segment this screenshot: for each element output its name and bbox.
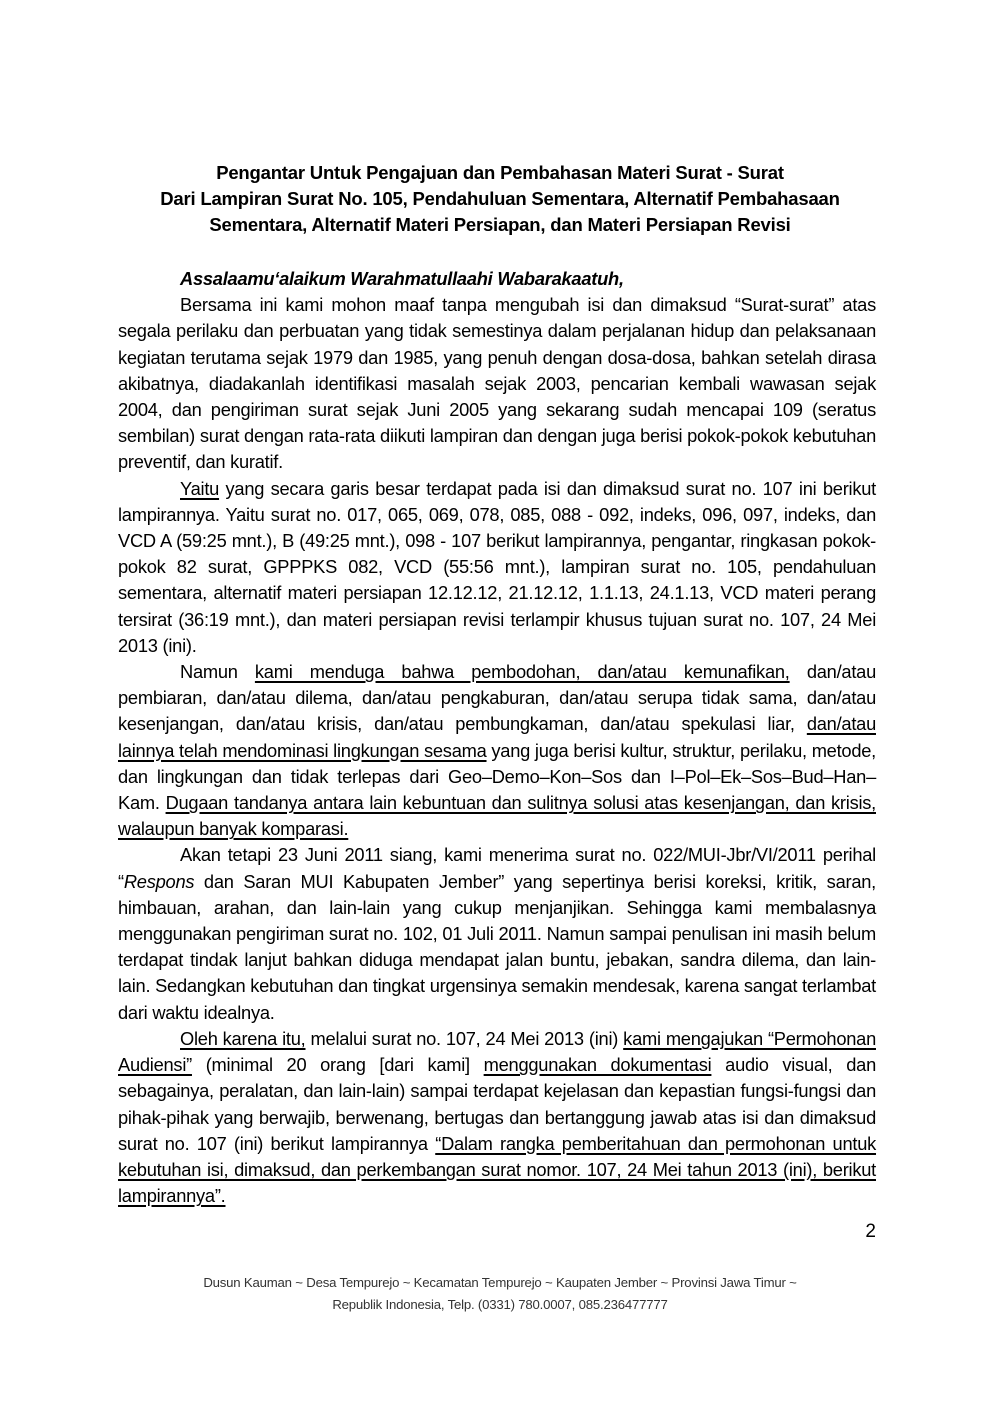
document-body	[118, 266, 876, 1209]
text-segment: audio visual, dan sebagainya, peralatan, dan lain-lain) sampai terdapat kejelasan dan kepastian fungsi-fungsi dan pihak-pihak yang berwajib, berwenang, bertugas dan bertanggung jawab atas isi dan dimaksud surat no. 107 (ini) berikut lampirannya	[118, 1054, 876, 1154]
title-line: Pengantar Untuk Pengajuan dan Pembahasan Materi Surat - Surat	[216, 162, 784, 183]
text-segment: dan/atau pembiaran, dan/atau dilema, dan/atau pengkaburan, dan/atau serupa tidak sama, dan/atau kesenjangan, dan/atau krisis, dan/atau pembungkaman, dan/atau spekulasi liar,	[118, 661, 876, 735]
paragraph	[118, 842, 876, 1025]
underlined-text: “Dalam rangka pemberitahuan dan permohonan untuk kebutuhan isi, dimaksud, dan perkembangan surat nomor. 107, 24 Mei tahun 2013 (ini), berikut lampirannya”.	[118, 1132, 877, 1207]
text-segment: Bersama ini kami mohon maaf tanpa mengubah isi dan dimaksud “Surat-surat” atas segala perilaku dan perbuatan yang tidak semestinya dalam perjalanan hidup dan pelaksanaan kegiatan terutama sejak 1979 dan 1985, yang penuh dengan dosa-dosa, bahkan setelah dirasa akibatnya, diadakanlah identifikasi masalah sejak 2003, pencarian kembali wawasan sejak 2004, dan pengiriman surat sejak Juni 2005 yang sekarang sudah mencapai 109 (seratus sembilan) surat dengan rata-rata diikuti lampiran dan dengan juga berisi pokok-pokok kebutuhan preventif, dan kuratif.	[118, 294, 876, 473]
page-number: 2	[865, 1221, 876, 1242]
text-segment: yang secara garis besar terdapat pada isi dan dimaksud surat no. 107 ini berikut lampirannya. Yaitu surat no. 017, 065, 069, 078, 085, 088 - 092, indeks, 096, 097, indeks, dan VCD A (59:25 mnt.), B (49:25 mnt.), 098 - 107 berikut lampirannya, pengantar, ringkasan pokok-pokok 82 surat, GPPPKS 082, VCD (55:56 mnt.), lampiran surat no. 105, pendahuluan sementara, alternatif materi persiapan 12.12.12, 21.12.12, 1.1.13, 24.1.13, VCD materi perang tersirat (36:19 mnt.), dan materi persiapan revisi terlampir khusus tujuan surat no. 107, 24 Mei 2013 (ini).	[118, 477, 876, 656]
paragraph	[118, 659, 876, 842]
underlined-text: dan/atau lainnya telah mendominasi lingkungan sesama	[118, 713, 876, 761]
paragraph	[118, 476, 876, 659]
title-line: Sementara, Alternatif Materi Persiapan, dan Materi Persiapan Revisi	[209, 214, 791, 235]
paragraph	[118, 1026, 876, 1209]
footer-line: Republik Indonesia, Telp. (0331) 780.0007, 085.236477777	[332, 1297, 668, 1312]
text-segment: melalui surat no. 107, 24 Mei 2013 (ini)	[305, 1027, 624, 1049]
text-segment: yang juga berisi kultur, struktur, perilaku, metode, dan lingkungan dan tidak terlepas dari Geo–Demo–Kon–Sos dan I–Pol–Ek–Sos–Bud–Han–Kam.	[118, 739, 876, 814]
title-line: Dari Lampiran Surat No. 105, Pendahuluan Sementara, Alternatif Pembahasaan	[160, 188, 840, 209]
document-title	[110, 160, 890, 238]
text-segment: Namun	[180, 661, 255, 683]
paragraph	[118, 292, 876, 475]
footer-address	[110, 1272, 890, 1316]
underlined-text: Yaitu	[180, 477, 220, 499]
footer-line: Dusun Kauman ~ Desa Tempurejo ~ Kecamatan Tempurejo ~ Kaupaten Jember ~ Provinsi Jawa Timur ~	[203, 1275, 797, 1290]
underlined-text: Dugaan tandanya antara lain kebuntuan dan sulitnya solusi atas kesenjangan, dan krisis, walaupun banyak komparasi.	[118, 792, 876, 840]
text-segment: (minimal 20 orang [dari kami]	[191, 1054, 484, 1076]
underlined-text: Oleh karena itu,	[180, 1027, 306, 1049]
text-segment: dan Saran MUI Kabupaten Jember” yang sepertinya berisi koreksi, kritik, saran, himbauan, arahan, dan lain-lain yang cukup menjanjikan. Sehingga kami membalasnya menggunakan pengiriman surat no. 102, 01 Juli 2011. Namun sampai penulisan ini masih belum terdapat tindak lanjut bahkan diduga mendapat jalan buntu, jebakan, sandra dilema, dan lain-lain. Sedangkan kebutuhan dan tingkat urgensinya semakin mendesak, karena sangat terlambat dari waktu idealnya.	[118, 870, 877, 1023]
text-segment: Akan tetapi 23 Juni 2011 siang, kami menerima surat no. 022/MUI-Jbr/VI/2011 perihal “	[118, 844, 876, 892]
italic-text: Respons	[123, 870, 195, 892]
greeting: Assalaamu‘alaikum Warahmatullaahi Wabarakaatuh,	[180, 268, 624, 289]
underlined-text: kami mengajukan “Permohonan Audiensi”	[118, 1027, 876, 1076]
underlined-text: kami menduga bahwa pembodohan, dan/atau kemunafikan,	[254, 661, 790, 683]
underlined-text: menggunakan dokumentasi	[483, 1054, 712, 1076]
